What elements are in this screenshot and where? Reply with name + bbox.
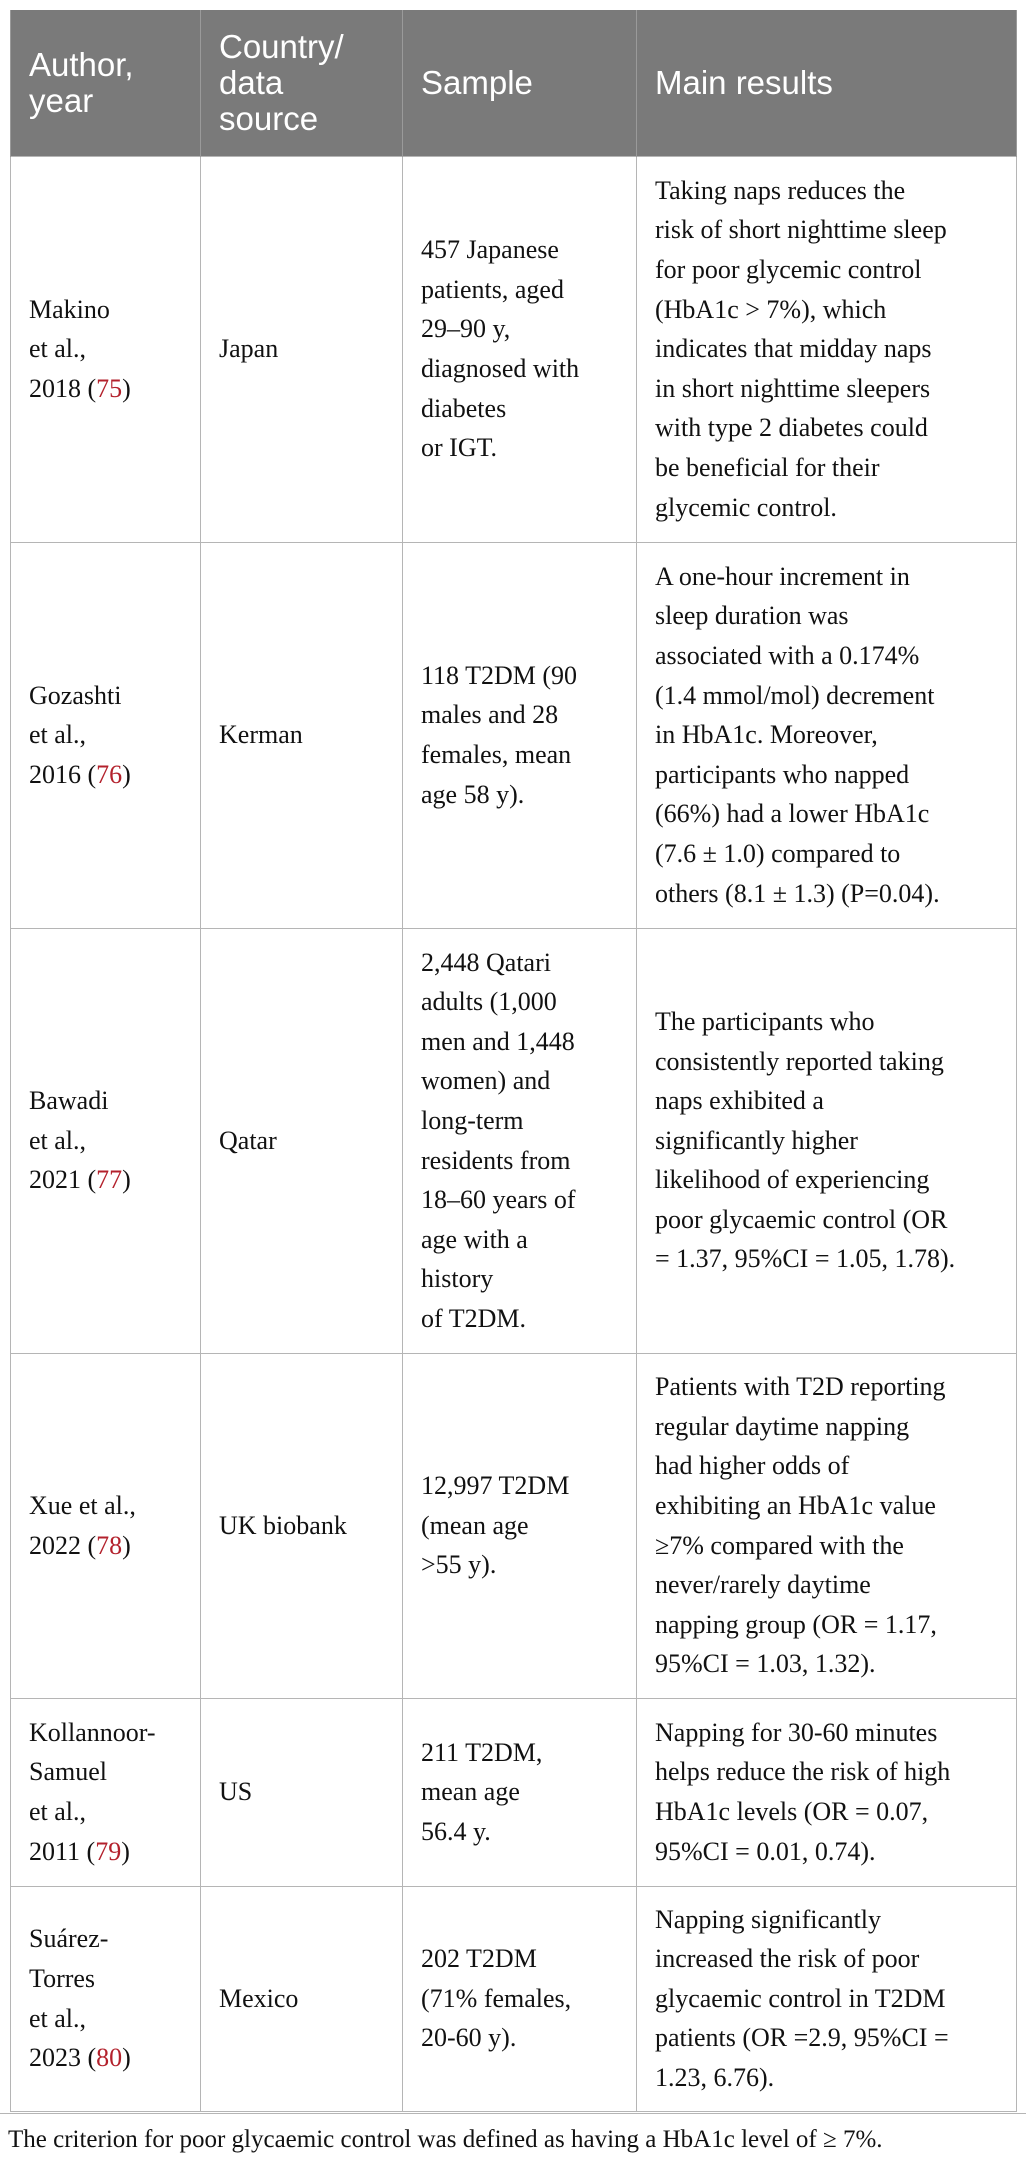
footnote-divider <box>0 2113 1026 2114</box>
cell-main-results: Taking naps reduces the risk of short nighttime sleep for poor glycemic control (HbA1c > 7%), which indicates that midday naps in short nighttime sleepers with type 2 diabetes could be beneficial for their glycemic control. <box>637 156 1017 542</box>
reference-link[interactable]: 75 <box>96 373 123 403</box>
table-row <box>11 1353 1017 1698</box>
header-sample: Sample <box>403 10 637 156</box>
cell-main-results: The participants who consistently reported taking naps exhibited a significantly higher likelihood of experiencing poor glycaemic control (OR = 1.37, 95%CI = 1.05, 1.78). <box>637 928 1017 1353</box>
reference-link[interactable]: 76 <box>96 759 123 789</box>
table-footnote: The criterion for poor glycaemic control was defined as having a HbA1c level of ≥ 7%. <box>8 2126 883 2153</box>
cell-sample: 211 T2DM, mean age 56.4 y. <box>403 1698 637 1886</box>
cell-author-year: Xue et al., 2022 (78) <box>11 1353 201 1698</box>
table-row <box>11 1886 1017 2111</box>
cell-main-results: Patients with T2D reporting regular daytime napping had higher odds of exhibiting an HbA1c value ≥7% compared with the never/rarely daytime napping group (OR = 1.17, 95%CI = 1.03, 1.32). <box>637 1353 1017 1698</box>
cell-country: Japan <box>201 156 403 542</box>
header-author-year: Author, year <box>11 10 201 156</box>
table-row <box>11 542 1017 928</box>
cell-main-results: A one-hour increment in sleep duration was associated with a 0.174% (1.4 mmol/mol) decrement in HbA1c. Moreover, participants who napped (66%) had a lower HbA1c (7.6 ± 1.0) compared to others (8.1 ± 1.3) (P=0.04). <box>637 542 1017 928</box>
table-row <box>11 156 1017 542</box>
cell-sample: 2,448 Qatari adults (1,000 men and 1,448 women) and long-term residents from 18–60 years of age with a history of T2DM. <box>403 928 637 1353</box>
cell-sample: 118 T2DM (90 males and 28 females, mean age 58 y). <box>403 542 637 928</box>
cell-sample: 202 T2DM (71% females, 20-60 y). <box>403 1886 637 2111</box>
reference-link[interactable]: 79 <box>95 1836 122 1866</box>
reference-link[interactable]: 78 <box>96 1530 123 1560</box>
cell-sample: 457 Japanese patients, aged 29–90 y, diagnosed with diabetes or IGT. <box>403 156 637 542</box>
cell-main-results: Napping significantly increased the risk of poor glycaemic control in T2DM patients (OR =2.9, 95%CI = 1.23, 6.76). <box>637 1886 1017 2111</box>
reference-link[interactable]: 77 <box>96 1165 123 1195</box>
studies-table <box>10 10 1017 2112</box>
table-header <box>11 10 1017 156</box>
header-main-results: Main results <box>637 10 1017 156</box>
cell-country: US <box>201 1698 403 1886</box>
studies-table-container <box>10 10 1016 2112</box>
table-row <box>11 928 1017 1353</box>
header-row <box>11 10 1017 156</box>
reference-link[interactable]: 80 <box>96 2043 123 2073</box>
cell-country: UK biobank <box>201 1353 403 1698</box>
table-body <box>11 156 1017 2111</box>
cell-author-year: Bawadi et al., 2021 (77) <box>11 928 201 1353</box>
cell-country: Mexico <box>201 1886 403 2111</box>
cell-author-year: Suárez- Torres et al., 2023 (80) <box>11 1886 201 2111</box>
header-country-data-source: Country/ data source <box>201 10 403 156</box>
cell-author-year: Makino et al., 2018 (75) <box>11 156 201 542</box>
table-row <box>11 1698 1017 1886</box>
cell-main-results: Napping for 30-60 minutes helps reduce the risk of high HbA1c levels (OR = 0.07, 95%CI = 0.01, 0.74). <box>637 1698 1017 1886</box>
cell-author-year: Gozashti et al., 2016 (76) <box>11 542 201 928</box>
cell-country: Kerman <box>201 542 403 928</box>
cell-author-year: Kollannoor- Samuel et al., 2011 (79) <box>11 1698 201 1886</box>
cell-country: Qatar <box>201 928 403 1353</box>
cell-sample: 12,997 T2DM (mean age >55 y). <box>403 1353 637 1698</box>
